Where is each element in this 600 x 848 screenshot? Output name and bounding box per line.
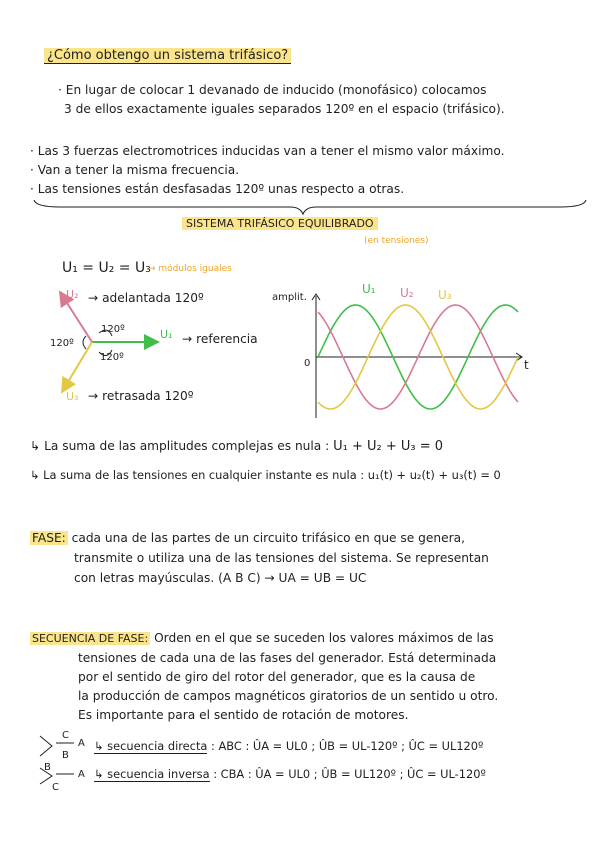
bullet-2: · Van a tener la misma frecuencia. bbox=[30, 163, 240, 177]
diag2-bottom: C bbox=[52, 782, 59, 793]
u2-description: → adelantada 120º bbox=[88, 291, 204, 305]
u3-description: → retrasada 120º bbox=[88, 389, 194, 403]
secuencia-line-4: la producción de campos magnéticos giratorios de un sentido u otro. bbox=[78, 689, 499, 703]
wave-origin: 0 bbox=[304, 358, 311, 369]
fase-line-3: con letras mayúsculas. (A B C) → UA = UB = UC bbox=[74, 571, 367, 585]
inverse-sequence: ↳ secuencia inversa : CBA : ÛA = UL0 ; ÛB = UL120º ; ÛC = UL-120º bbox=[94, 767, 486, 781]
legend-u2: U₂ bbox=[400, 286, 414, 300]
diag1-top: C bbox=[62, 730, 69, 741]
fase-label: FASE: bbox=[32, 531, 66, 545]
diag2-top: B bbox=[44, 762, 51, 773]
direct-sequence: ↳ secuencia directa : ABC : ÛA = UL0 ; ÛB = UL-120º ; ÛC = UL120º bbox=[94, 739, 484, 753]
modules-equality: U₁ = U₂ = U₃ bbox=[62, 260, 151, 276]
u1-description: → referencia bbox=[182, 332, 258, 346]
balanced-heading: SISTEMA TRIFÁSICO EQUILIBRADO bbox=[182, 217, 378, 230]
diag1-mid: A bbox=[78, 738, 85, 749]
angle-bottom: 120º bbox=[100, 352, 124, 363]
angle-top: 120º bbox=[101, 324, 125, 335]
diag2-mid: A bbox=[78, 769, 85, 780]
secuencia-line-5: Es importante para el sentido de rotación de motores. bbox=[78, 708, 409, 722]
bullet-3: · Las tensiones están desfasadas 120º unas respecto a otras. bbox=[30, 182, 405, 196]
sum-instant: ↳ La suma de las tensiones en cualquier instante es nula : u₁(t) + u₂(t) + u₃(t) = 0 bbox=[30, 468, 501, 482]
angle-left: 120º bbox=[50, 338, 74, 349]
legend-u1: U₁ bbox=[362, 282, 376, 296]
balanced-note: (en tensiones) bbox=[364, 236, 429, 246]
wave-xlabel: t bbox=[524, 358, 529, 372]
u1-label: U₁ bbox=[160, 328, 173, 341]
fase-line-1: FASE: cada una de las partes de un circuito trifásico en que se genera, bbox=[32, 531, 465, 545]
diag1-bottom: B bbox=[62, 750, 69, 761]
intro-line-2: 3 de ellos exactamente iguales separados 120º en el espacio (trifásico). bbox=[64, 102, 505, 116]
secuencia-line-1: SECUENCIA DE FASE: Orden en el que se suceden los valores máximos de las bbox=[32, 631, 494, 645]
sum-amplitudes: ↳ La suma de las amplitudes complejas es nula : U₁ + U₂ + U₃ = 0 bbox=[30, 439, 444, 454]
bullet-1: · Las 3 fuerzas electromotrices inducidas van a tener el mismo valor máximo. bbox=[30, 144, 505, 158]
fase-line-2: transmite o utiliza una de las tensiones del sistema. Se representan bbox=[74, 551, 489, 565]
legend-u3: U₃ bbox=[438, 288, 452, 302]
wave-ylabel: amplit. bbox=[272, 292, 307, 303]
secuencia-label: SECUENCIA DE FASE: bbox=[32, 632, 149, 645]
intro-line-1: · En lugar de colocar 1 devanado de inducido (monofásico) colocamos bbox=[58, 83, 487, 97]
page-title: ¿Cómo obtengo un sistema trifásico? bbox=[44, 44, 291, 63]
secuencia-line-3: por el sentido de giro del rotor del generador, que es la causa de bbox=[78, 670, 476, 684]
u3-label: U₃ bbox=[66, 390, 79, 403]
modules-note: → módulos iguales bbox=[148, 264, 232, 274]
secuencia-line-2: tensiones de cada una de las fases del generador. Está determinada bbox=[78, 651, 497, 665]
u2-label: U₂ bbox=[66, 288, 79, 301]
